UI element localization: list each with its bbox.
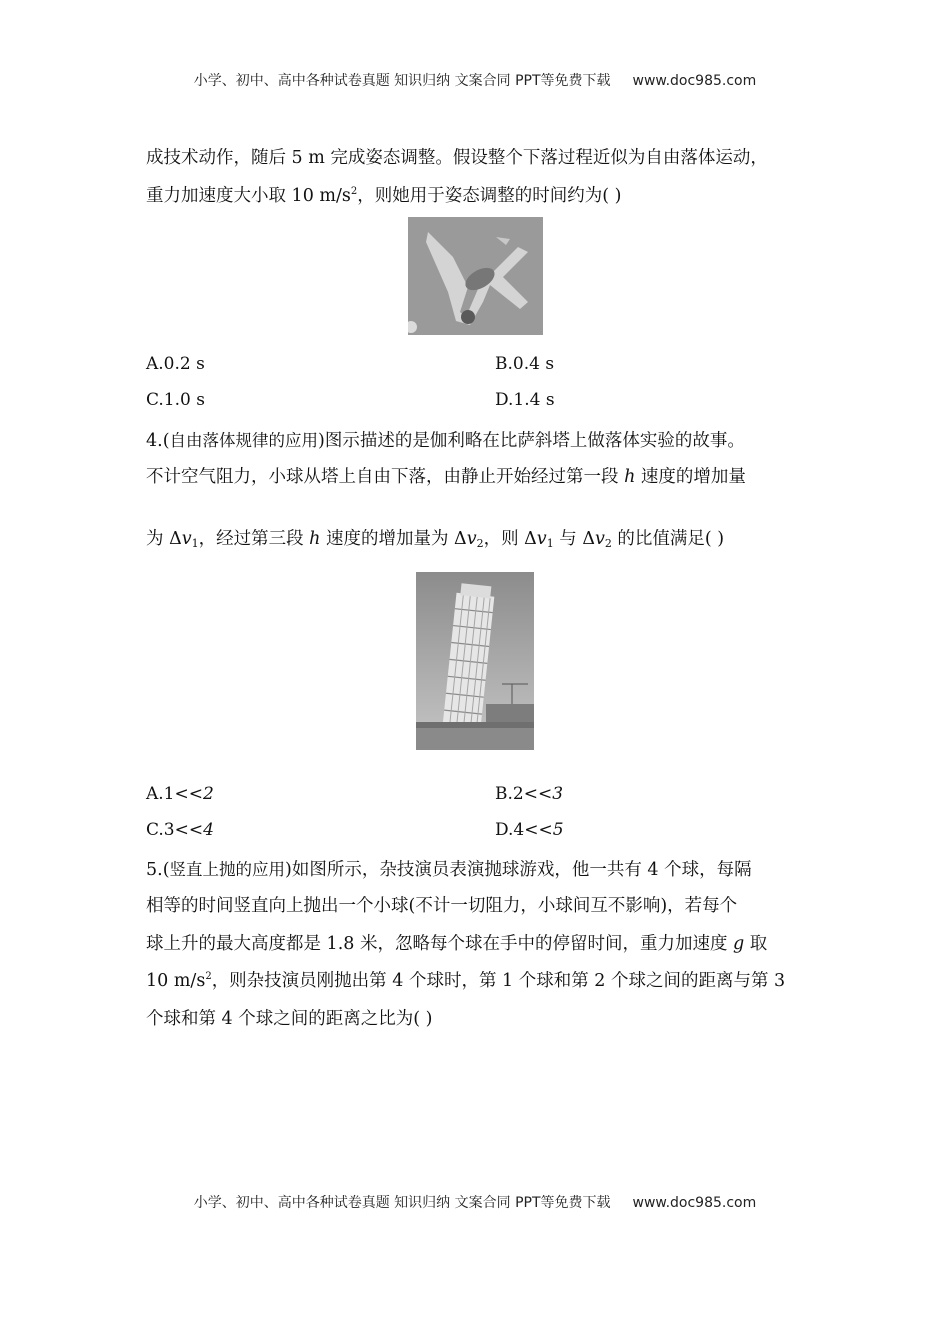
diver-image (408, 217, 543, 335)
q4-option-d: D.4<<5 (495, 820, 564, 840)
q5-line-2: 相等的时间竖直向上抛出一个小球(不计一切阻力，小球间互不影响)，若每个 (146, 896, 738, 916)
footer-text: 小学、初中、高中各种试卷真题 知识归纳 文案合同 PPT等免费下载 (193, 1195, 611, 1211)
q4-option-b: B.2<<3 (495, 784, 564, 804)
page-footer (0, 1192, 950, 1212)
q4-option-c: C.3<<4 (146, 820, 214, 840)
q4-option-a: A.1<<2 (146, 784, 214, 804)
q3-line-2: 重力加速度大小取 10 $m/s^2$，则她用于姿态调整的时间约为( ) (146, 186, 622, 206)
q5-line-4: 10 $m/s^2$，则杂技演员刚抛出第 4 个球时，第 1 个球和第 2 个球之间的距离与第 3 (146, 971, 786, 991)
q5-line-5: 个球和第 4 个球之间的距离之比为( ) (146, 1009, 433, 1029)
q3-line-1: 成技术动作，随后 5 m 完成姿态调整。假设整个下落过程近似为自由落体运动， (146, 148, 768, 168)
diver-figure (408, 217, 543, 335)
pisa-tower-figure (416, 572, 534, 750)
q5-tag: 竖直上抛的应用 (169, 860, 286, 879)
q3-option-b: B.0.4 s (495, 354, 555, 374)
header-text: 小学、初中、高中各种试卷真题 知识归纳 文案合同 PPT等免费下载 (193, 73, 611, 89)
page-header (0, 70, 950, 90)
q5-line-3: 球上升的最大高度都是 1.8 米，忽略每个球在手中的停留时间，重力加速度 g 取 (146, 934, 768, 954)
q4-line-3: 为 $\Delta v_1$，经过第三段 h 速度的增加量为 $\Delta v_2$，则 $\Delta v_1$ 与 $\Delta v_2$ 的比值满足( ) (146, 529, 725, 550)
q4-tag: 自由落体规律的应用 (169, 431, 319, 450)
footer-url[interactable]: www.doc985.com (632, 1195, 757, 1211)
q4-line-2: 不计空气阻力，小球从塔上自由下落，由静止开始经过第一段 h 速度的增加量 (146, 467, 746, 487)
q3-option-a: A.0.2 s (146, 354, 205, 374)
pisa-tower-image (416, 572, 534, 750)
q4-line-1: 4.(自由落体规律的应用)图示描述的是伽利略在比萨斜塔上做落体实验的故事。 (146, 431, 745, 451)
header-url[interactable]: www.doc985.com (632, 73, 757, 89)
q5-line-1: 5.(竖直上抛的应用)如图所示，杂技演员表演抛球游戏，他一共有 4 个球，每隔 (146, 860, 752, 880)
q3-option-c: C.1.0 s (146, 390, 205, 410)
q3-option-d: D.1.4 s (495, 390, 555, 410)
